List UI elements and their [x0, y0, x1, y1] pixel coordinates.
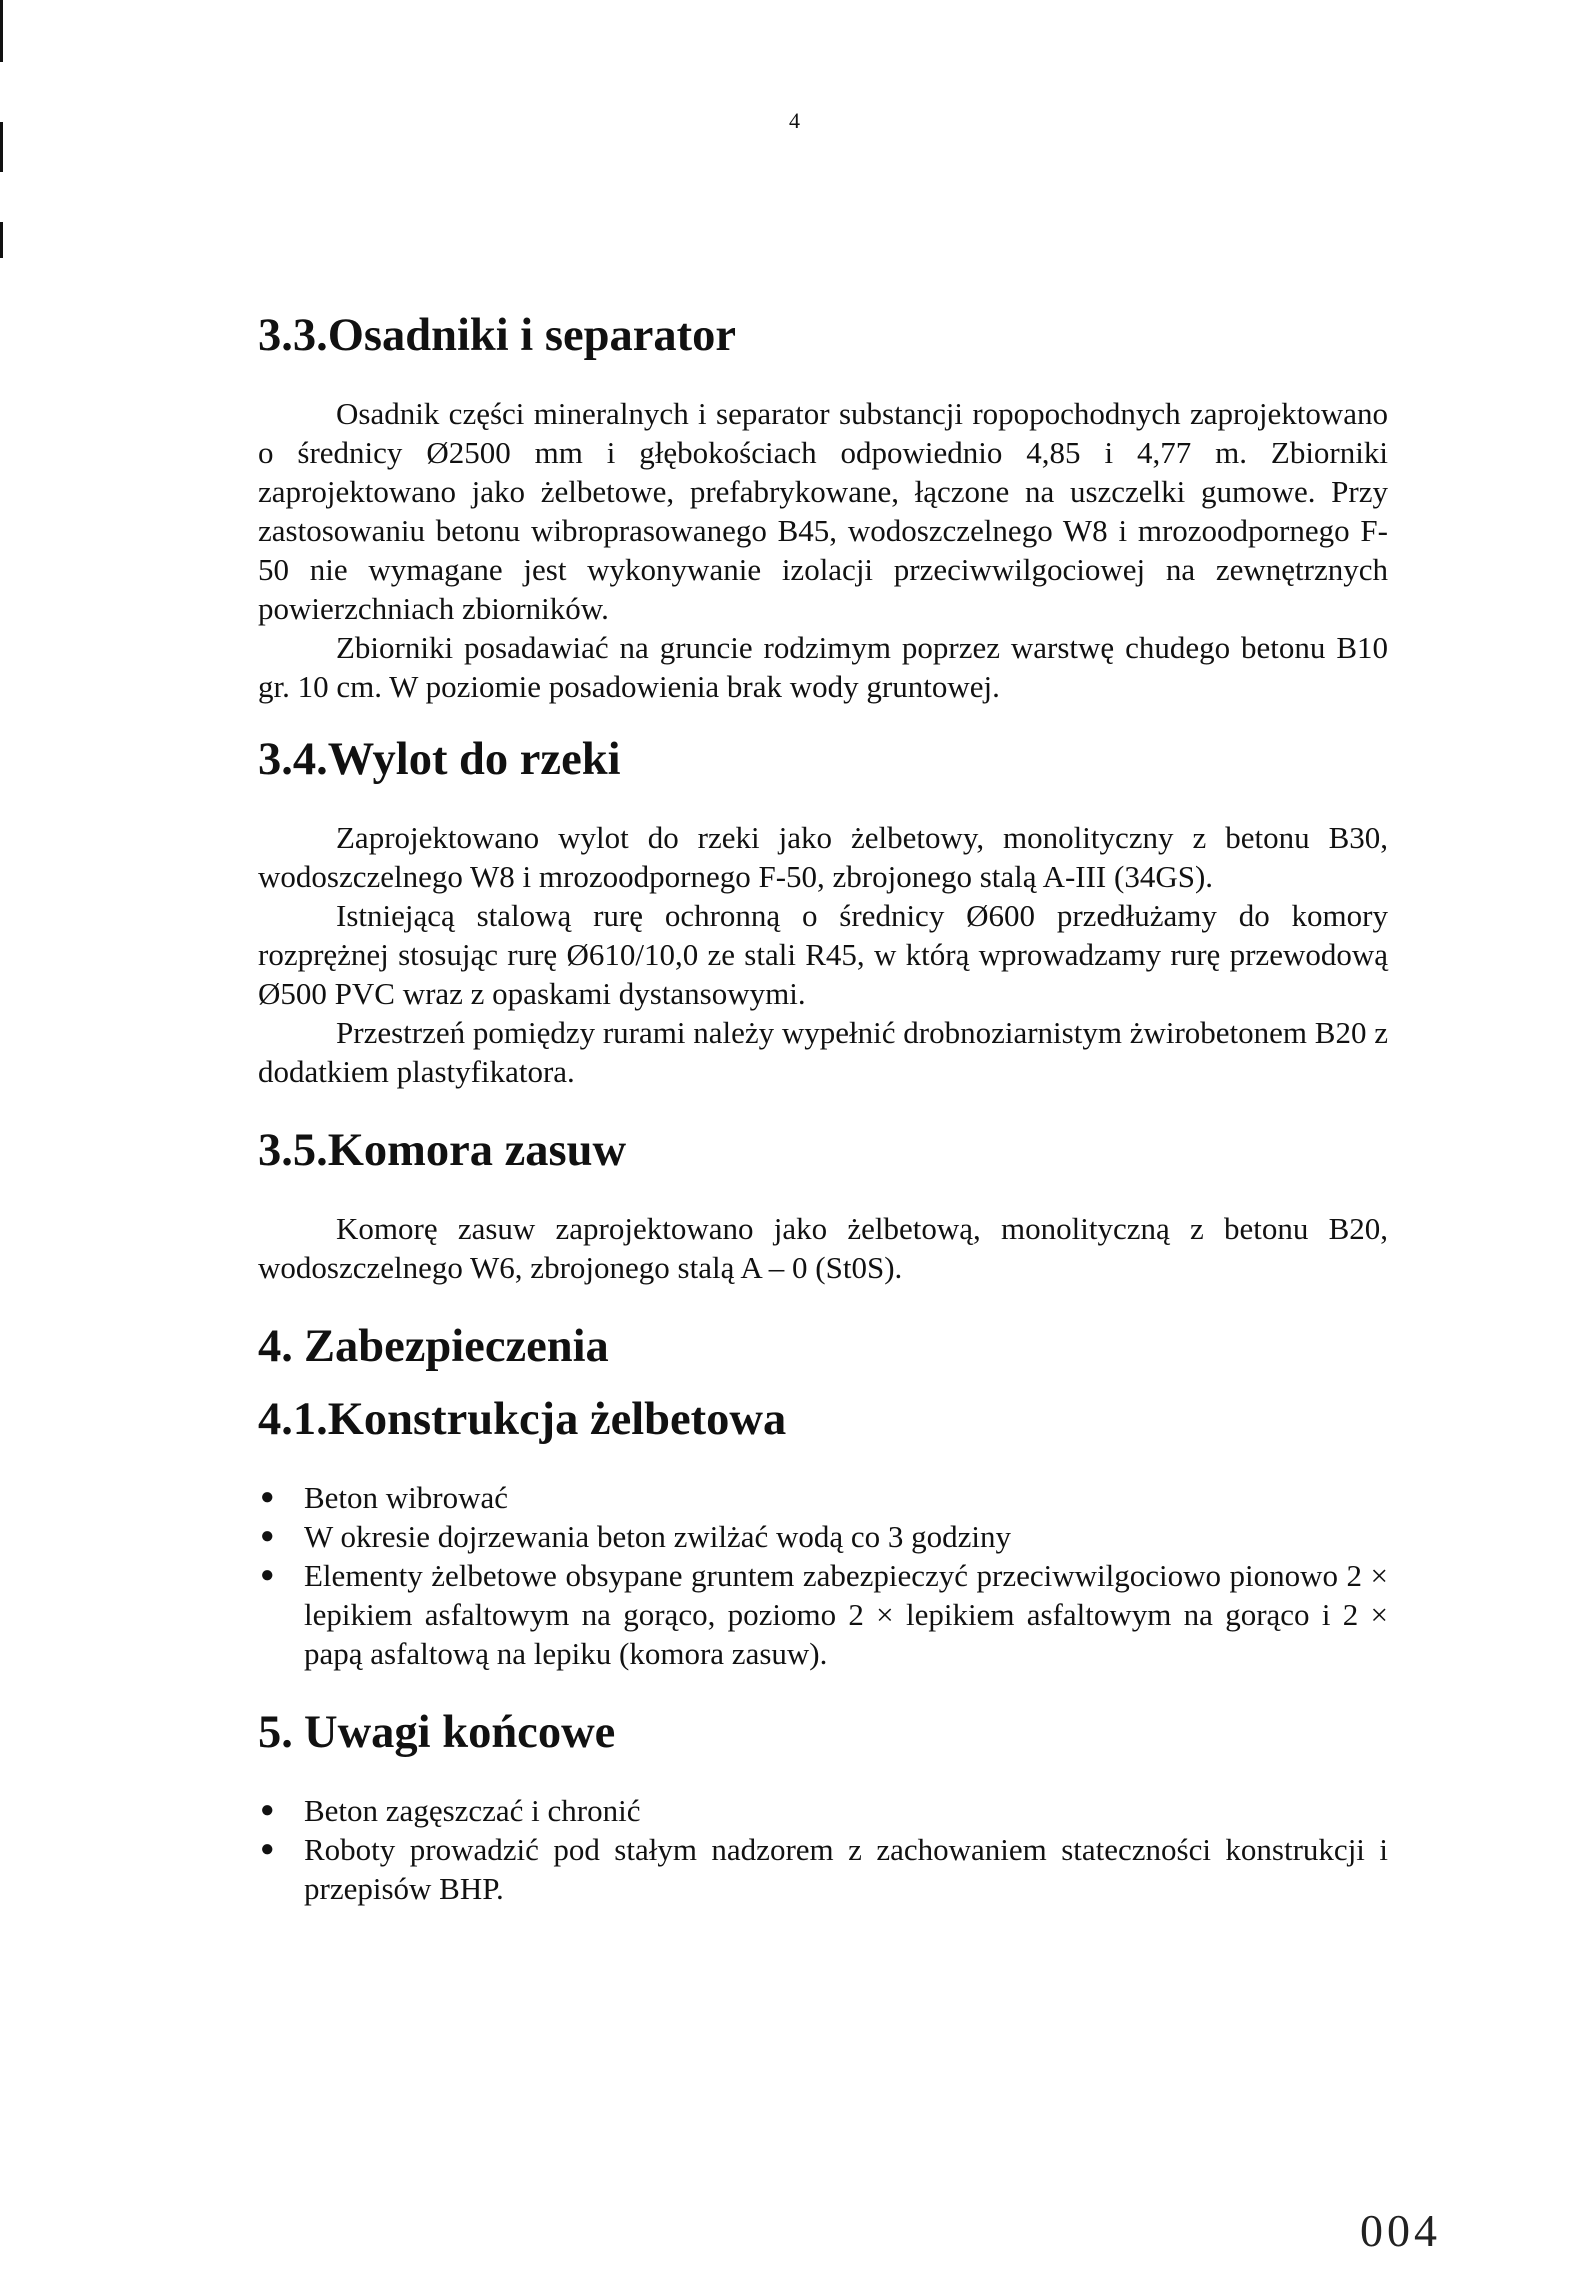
list-item-text: W okresie dojrzewania beton zwilżać wodą co 3 godziny [304, 1519, 1011, 1554]
list-item [258, 1556, 1388, 1673]
document-body [258, 310, 1388, 1908]
section-number: 4.1. [258, 1394, 328, 1445]
list-item-text: Beton zagęszczać i chronić [304, 1793, 641, 1828]
section-heading-5 [258, 1707, 1388, 1758]
section-heading-3-5 [258, 1125, 1388, 1176]
bullet-icon: ● [260, 1484, 275, 1510]
list-item [258, 1830, 1388, 1908]
section-number: 3.4. [258, 734, 328, 785]
bullet-icon: ● [260, 1797, 275, 1823]
paragraph: Zbiorniki posadawiać na gruncie rodzimym poprzez warstwę chudego betonu B10 gr. 10 cm. W poziomie posadowienia brak wody gruntowej. [258, 630, 1388, 704]
paragraph: Komorę zasuw zaprojektowano jako żelbetową, monolityczną z betonu B20, wodoszczelnego W6, zbrojonego stalą A – 0 (St0S). [258, 1211, 1388, 1285]
section-number: 3.3. [258, 310, 328, 361]
page-number: 4 [789, 108, 800, 133]
section-title: Uwagi końcowe [304, 1707, 616, 1758]
paragraph: Istniejącą stalową rurę ochronną o średnicy Ø600 przedłużamy do komory rozprężnej stosując rurę Ø610/10,0 ze stali R45, w którą wprowadzamy rurę przewodową Ø500 PVC wraz z opaskami dystansowymi. [258, 898, 1388, 1011]
section-number: 4. [258, 1321, 293, 1372]
list-item-text: Elementy żelbetowe obsypane gruntem zabezpieczyć przeciwwilgociowo pionowo 2 × lepikiem asfaltowym na gorąco, poziomo 2 × lepikiem asfaltowym na gorąco i 2 × papą asfaltową na lepiku (komora zasuw). [304, 1558, 1388, 1671]
section-number: 3.5. [258, 1125, 328, 1176]
section-title: Osadniki i separator [327, 310, 736, 361]
section-heading-4 [258, 1321, 1388, 1372]
list-item [258, 1517, 1388, 1556]
bullet-icon: ● [260, 1836, 275, 1862]
page-stamp: 004 [1360, 2205, 1441, 2256]
section-heading-3-3 [258, 310, 1388, 361]
section-heading-4-1 [258, 1394, 1388, 1445]
paragraph: Osadnik części mineralnych i separator substancji ropopochodnych zaprojektowano o średnicy Ø2500 mm i głębokościach odpowiednio 4,85 i 4,77 m. Zbiorniki zaprojektowano jako żelbetowe, prefabrykowane, łączone na uszczelki gumowe. Przy zastosowaniu betonu wibroprasowanego B45, wodoszczelnego W8 i mrozoodpornego F-50 nie wymagane jest wykonywanie izolacji przeciwwilgociowej na zewnętrznych powierzchniach zbiorników. [258, 396, 1388, 626]
paragraph: Zaprojektowano wylot do rzeki jako żelbetowy, monolityczny z betonu B30, wodoszczelnego W8 i mrozoodpornego F-50, zbrojonego stalą A-III (34GS). [258, 820, 1388, 894]
scan-edge-mark-1 [0, 0, 3, 62]
scan-edge-mark-3 [0, 222, 3, 258]
bullet-icon: ● [260, 1523, 275, 1549]
section-title: Zabezpieczenia [304, 1321, 609, 1372]
list-item [258, 1791, 1388, 1830]
bullet-list-4-1 [258, 1478, 1388, 1673]
bullet-icon: ● [260, 1562, 275, 1588]
list-item-text: Beton wibrować [304, 1480, 509, 1515]
section-title: Wylot do rzeki [327, 734, 621, 785]
list-item-text: Roboty prowadzić pod stałym nadzorem z zachowaniem stateczności konstrukcji i przepisów BHP. [304, 1832, 1388, 1906]
section-heading-3-4 [258, 734, 1388, 785]
list-item [258, 1478, 1388, 1517]
section-title: Konstrukcja żelbetowa [327, 1394, 787, 1445]
section-title: Komora zasuw [327, 1125, 627, 1176]
paragraph: Przestrzeń pomiędzy rurami należy wypełnić drobnoziarnistym żwirobetonem B20 z dodatkiem plastyfikatora. [258, 1015, 1388, 1089]
bullet-list-5 [258, 1791, 1388, 1908]
section-number: 5. [258, 1707, 293, 1758]
